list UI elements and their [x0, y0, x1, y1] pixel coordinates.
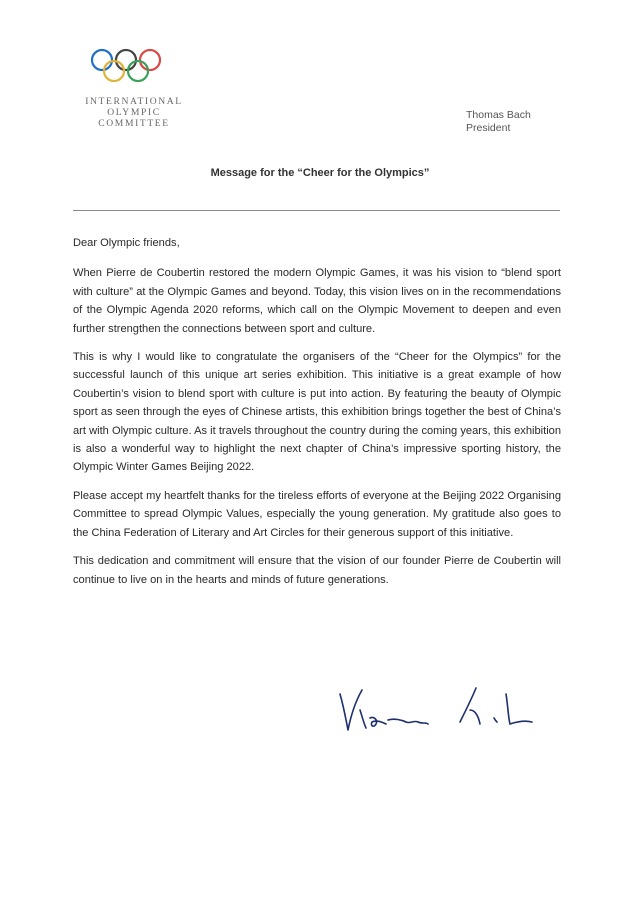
divider	[73, 210, 560, 211]
yellow-ring	[104, 61, 124, 81]
sender-block	[466, 109, 531, 135]
organization-name	[84, 96, 184, 129]
green-ring	[128, 61, 148, 81]
paragraph-1: When Pierre de Coubertin restored the modern Olympic Games, it was his vision to “blend sport with culture” at the Olympic Games and beyond. Today, this vision lives on in the recommendations of the Olympic Agenda 2020 reforms, which call on the Olympic Movement to deepen and even further strengthen the connections between sport and culture.	[73, 267, 561, 335]
letter-body	[73, 234, 561, 599]
black-ring	[116, 50, 136, 70]
paragraph-3: Please accept my heartfelt thanks for the tireless efforts of everyone at the Beijing 2022 Organising Committee to spread Olympic Values, especially the young generation. My gratitude also goes to the China Federation of Literary and Art Circles for their generous support of this initiative.	[73, 489, 561, 539]
sender-name: Thomas Bach	[466, 109, 531, 121]
letter-subject: Message for the “Cheer for the Olympics”	[210, 167, 430, 179]
olympic-rings-icon	[89, 46, 163, 86]
sender-title: President	[466, 122, 511, 134]
salutation: Dear Olympic friends,	[73, 237, 180, 249]
ioc-logo	[84, 46, 184, 129]
org-name-line-1: INTERNATIONAL	[85, 96, 183, 107]
org-name-line-3: COMMITTEE	[98, 118, 170, 129]
handwritten-signature-icon	[336, 680, 536, 752]
paragraph-2: This is why I would like to congratulate the organisers of the “Cheer for the Olympics” for the successful launch of this unique art series exhibition. This initiative is a great example of how Coubertin’s vision to blend sport with culture is put into action. By featuring the beauty of Olympic sport as seen through the eyes of Chinese artists, this exhibition brings together the best of China’s art with Olympic culture. As it travels throughout the country during the coming years, this exhibition is also a wonderful way to highlight the next chapter of China’s impressive sporting history, the Olympic Winter Games Beijing 2022.	[73, 351, 561, 474]
paragraph-4: This dedication and commitment will ensure that the vision of our founder Pierre de Coubertin will continue to live on in the hearts and minds of future generations.	[73, 555, 561, 586]
blue-ring	[92, 50, 112, 70]
red-ring	[140, 50, 160, 70]
org-name-line-2: OLYMPIC	[107, 107, 161, 118]
